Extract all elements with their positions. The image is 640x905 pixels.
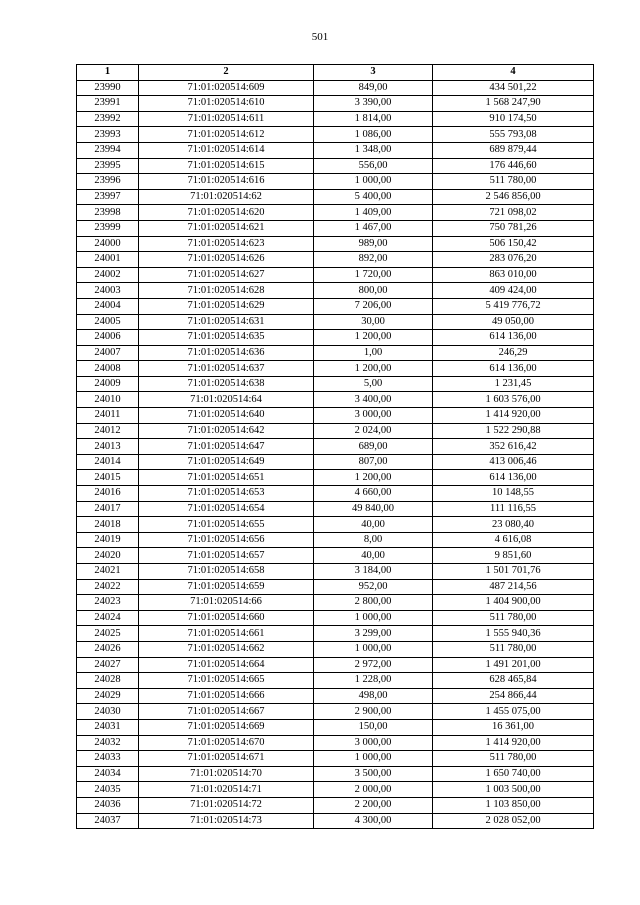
table-row: [77, 501, 594, 517]
table-row: [77, 813, 594, 829]
table-cell: 71:01:020514:651: [139, 470, 314, 486]
table-row: [77, 423, 594, 439]
table-cell: 5,00: [314, 376, 433, 392]
table-row: [77, 220, 594, 236]
table-cell: 71:01:020514:621: [139, 220, 314, 236]
table-row: [77, 205, 594, 221]
table-cell: 3 000,00: [314, 735, 433, 751]
table-row: [77, 189, 594, 205]
table-cell: 71:01:020514:642: [139, 423, 314, 439]
table-row: [77, 704, 594, 720]
table-cell: 614 136,00: [433, 330, 594, 346]
table-cell: 2 800,00: [314, 595, 433, 611]
table-row: [77, 96, 594, 112]
table-cell: 689 879,44: [433, 142, 594, 158]
table-row: [77, 564, 594, 580]
table-cell: 1 231,45: [433, 376, 594, 392]
table-cell: 71:01:020514:64: [139, 392, 314, 408]
column-header: 4: [433, 65, 594, 81]
table-cell: 2 000,00: [314, 782, 433, 798]
table-row: [77, 283, 594, 299]
table-row: [77, 595, 594, 611]
table-cell: 71:01:020514:623: [139, 236, 314, 252]
table-body: [77, 80, 594, 829]
table-cell: 1 467,00: [314, 220, 433, 236]
table-cell: 71:01:020514:653: [139, 486, 314, 502]
table-cell: 150,00: [314, 719, 433, 735]
table-cell: 1 000,00: [314, 174, 433, 190]
table-cell: 7 206,00: [314, 298, 433, 314]
column-header: 1: [77, 65, 139, 81]
table-row: [77, 392, 594, 408]
table-cell: 24024: [77, 610, 139, 626]
table-cell: 3 299,00: [314, 626, 433, 642]
table-cell: 24029: [77, 688, 139, 704]
table-cell: 30,00: [314, 314, 433, 330]
table-cell: 614 136,00: [433, 470, 594, 486]
table-cell: 2 200,00: [314, 797, 433, 813]
table-cell: 71:01:020514:627: [139, 267, 314, 283]
table-row: [77, 158, 594, 174]
table-cell: 807,00: [314, 454, 433, 470]
table-row: [77, 267, 594, 283]
table-cell: 40,00: [314, 548, 433, 564]
table-cell: 1 409,00: [314, 205, 433, 221]
table-cell: 1 650 740,00: [433, 766, 594, 782]
table-cell: 8,00: [314, 532, 433, 548]
table-cell: 71:01:020514:635: [139, 330, 314, 346]
table-row: [77, 174, 594, 190]
table-cell: 511 780,00: [433, 641, 594, 657]
table-cell: 71:01:020514:615: [139, 158, 314, 174]
table-cell: 71:01:020514:62: [139, 189, 314, 205]
table-cell: 23993: [77, 127, 139, 143]
table-cell: 40,00: [314, 517, 433, 533]
table-row: [77, 735, 594, 751]
table-cell: 49 840,00: [314, 501, 433, 517]
table-cell: 1 086,00: [314, 127, 433, 143]
table-cell: 23991: [77, 96, 139, 112]
table-cell: 71:01:020514:660: [139, 610, 314, 626]
table-cell: 434 501,22: [433, 80, 594, 96]
table-cell: 556,00: [314, 158, 433, 174]
table-cell: 24004: [77, 298, 139, 314]
table-row: [77, 486, 594, 502]
table-cell: 71:01:020514:612: [139, 127, 314, 143]
table-row: [77, 626, 594, 642]
table-cell: 1 404 900,00: [433, 595, 594, 611]
table-cell: 352 616,42: [433, 439, 594, 455]
table-cell: 2 028 052,00: [433, 813, 594, 829]
table-cell: 1 200,00: [314, 330, 433, 346]
table-cell: 71:01:020514:616: [139, 174, 314, 190]
table-cell: 750 781,26: [433, 220, 594, 236]
table-cell: 511 780,00: [433, 751, 594, 767]
table-cell: 5 419 776,72: [433, 298, 594, 314]
table-row: [77, 688, 594, 704]
table-cell: 1 228,00: [314, 673, 433, 689]
table-row: [77, 252, 594, 268]
table-cell: 71:01:020514:629: [139, 298, 314, 314]
table-row: [77, 766, 594, 782]
table-cell: 49 050,00: [433, 314, 594, 330]
table-cell: 71:01:020514:609: [139, 80, 314, 96]
table-cell: 614 136,00: [433, 361, 594, 377]
table-cell: 628 465,84: [433, 673, 594, 689]
table-cell: 24026: [77, 641, 139, 657]
table-cell: 487 214,56: [433, 579, 594, 595]
table-cell: 23 080,40: [433, 517, 594, 533]
table-cell: 24012: [77, 423, 139, 439]
table-cell: 24006: [77, 330, 139, 346]
table-cell: 24003: [77, 283, 139, 299]
table-row: [77, 454, 594, 470]
table-cell: 24036: [77, 797, 139, 813]
table-cell: 71:01:020514:666: [139, 688, 314, 704]
table-row: [77, 80, 594, 96]
table-cell: 1 000,00: [314, 610, 433, 626]
table-cell: 71:01:020514:71: [139, 782, 314, 798]
table-row: [77, 641, 594, 657]
table-row: [77, 782, 594, 798]
table-cell: 506 150,42: [433, 236, 594, 252]
table-cell: 71:01:020514:647: [139, 439, 314, 455]
table-cell: 24030: [77, 704, 139, 720]
table-cell: 23994: [77, 142, 139, 158]
table-cell: 71:01:020514:636: [139, 345, 314, 361]
table-row: [77, 408, 594, 424]
table-cell: 24019: [77, 532, 139, 548]
table-cell: 4 616,08: [433, 532, 594, 548]
table-cell: 1,00: [314, 345, 433, 361]
table-cell: 71:01:020514:637: [139, 361, 314, 377]
page-number: 501: [311, 31, 329, 43]
table-cell: 1 455 075,00: [433, 704, 594, 720]
table-cell: 24005: [77, 314, 139, 330]
table-row: [77, 470, 594, 486]
table-cell: 71:01:020514:72: [139, 797, 314, 813]
table-cell: 71:01:020514:628: [139, 283, 314, 299]
table-cell: 1 200,00: [314, 361, 433, 377]
table-cell: 1 000,00: [314, 751, 433, 767]
table-cell: 5 400,00: [314, 189, 433, 205]
table-cell: 863 010,00: [433, 267, 594, 283]
table-cell: 23997: [77, 189, 139, 205]
table-cell: 71:01:020514:662: [139, 641, 314, 657]
table-cell: 24034: [77, 766, 139, 782]
table-row: [77, 548, 594, 564]
table-cell: 71:01:020514:664: [139, 657, 314, 673]
table-cell: 71:01:020514:654: [139, 501, 314, 517]
table-cell: 71:01:020514:667: [139, 704, 314, 720]
table-cell: 24037: [77, 813, 139, 829]
table-cell: 71:01:020514:638: [139, 376, 314, 392]
table-row: [77, 439, 594, 455]
table-cell: 24013: [77, 439, 139, 455]
table-cell: 24023: [77, 595, 139, 611]
table-cell: 71:01:020514:657: [139, 548, 314, 564]
table-cell: 71:01:020514:70: [139, 766, 314, 782]
table-row: [77, 532, 594, 548]
table-cell: 1 000,00: [314, 641, 433, 657]
table-cell: 24011: [77, 408, 139, 424]
table-cell: 2 900,00: [314, 704, 433, 720]
table-cell: 23990: [77, 80, 139, 96]
table-cell: 498,00: [314, 688, 433, 704]
table-cell: 24025: [77, 626, 139, 642]
table-row: [77, 579, 594, 595]
table-cell: 910 174,50: [433, 111, 594, 127]
table-cell: 2 546 856,00: [433, 189, 594, 205]
table-cell: 24008: [77, 361, 139, 377]
table-row: [77, 111, 594, 127]
table-row: [77, 797, 594, 813]
table-cell: 1 348,00: [314, 142, 433, 158]
table-row: [77, 330, 594, 346]
table-cell: 71:01:020514:670: [139, 735, 314, 751]
table-row: [77, 314, 594, 330]
table-cell: 16 361,00: [433, 719, 594, 735]
table-cell: 24007: [77, 345, 139, 361]
table-row: [77, 236, 594, 252]
column-header: 3: [314, 65, 433, 81]
table-row: [77, 127, 594, 143]
table-cell: 24033: [77, 751, 139, 767]
table-cell: 3 184,00: [314, 564, 433, 580]
table-cell: 1 414 920,00: [433, 735, 594, 751]
table-cell: 71:01:020514:669: [139, 719, 314, 735]
table-cell: 71:01:020514:658: [139, 564, 314, 580]
table-cell: 71:01:020514:661: [139, 626, 314, 642]
table-row: [77, 610, 594, 626]
table-cell: 3 500,00: [314, 766, 433, 782]
table-cell: 24015: [77, 470, 139, 486]
table-cell: 721 098,02: [433, 205, 594, 221]
table-cell: 511 780,00: [433, 610, 594, 626]
table-cell: 849,00: [314, 80, 433, 96]
table-cell: 800,00: [314, 283, 433, 299]
table-cell: 254 866,44: [433, 688, 594, 704]
table-cell: 4 660,00: [314, 486, 433, 502]
table-cell: 511 780,00: [433, 174, 594, 190]
table-cell: 24018: [77, 517, 139, 533]
table-cell: 24017: [77, 501, 139, 517]
table-cell: 1 200,00: [314, 470, 433, 486]
table-cell: 952,00: [314, 579, 433, 595]
table-cell: 71:01:020514:611: [139, 111, 314, 127]
table-cell: 413 006,46: [433, 454, 594, 470]
table-cell: 1 491 201,00: [433, 657, 594, 673]
table-cell: 1 603 576,00: [433, 392, 594, 408]
table-cell: 71:01:020514:610: [139, 96, 314, 112]
table-row: [77, 361, 594, 377]
table-cell: 23998: [77, 205, 139, 221]
table-cell: 24027: [77, 657, 139, 673]
table-cell: 23995: [77, 158, 139, 174]
table-cell: 9 851,60: [433, 548, 594, 564]
table-cell: 23999: [77, 220, 139, 236]
table-row: [77, 751, 594, 767]
table-cell: 24032: [77, 735, 139, 751]
table-cell: 1 555 940,36: [433, 626, 594, 642]
table-cell: 892,00: [314, 252, 433, 268]
table-cell: 71:01:020514:655: [139, 517, 314, 533]
table-cell: 71:01:020514:659: [139, 579, 314, 595]
table-cell: 71:01:020514:656: [139, 532, 314, 548]
table-cell: 1 501 701,76: [433, 564, 594, 580]
table-cell: 1 568 247,90: [433, 96, 594, 112]
table-row: [77, 517, 594, 533]
table-cell: 71:01:020514:620: [139, 205, 314, 221]
table-cell: 71:01:020514:626: [139, 252, 314, 268]
table-cell: 24014: [77, 454, 139, 470]
table-cell: 24021: [77, 564, 139, 580]
table-cell: 24022: [77, 579, 139, 595]
table-row: [77, 298, 594, 314]
table-cell: 3 400,00: [314, 392, 433, 408]
table-row: [77, 345, 594, 361]
table-cell: 24020: [77, 548, 139, 564]
table-cell: 23996: [77, 174, 139, 190]
table-cell: 71:01:020514:649: [139, 454, 314, 470]
table-cell: 111 116,55: [433, 501, 594, 517]
table-cell: 1 814,00: [314, 111, 433, 127]
table-cell: 23992: [77, 111, 139, 127]
table-cell: 24000: [77, 236, 139, 252]
table-cell: 409 424,00: [433, 283, 594, 299]
table-cell: 71:01:020514:66: [139, 595, 314, 611]
table-cell: 71:01:020514:671: [139, 751, 314, 767]
table-cell: 3 000,00: [314, 408, 433, 424]
table-row: [77, 376, 594, 392]
table-cell: 2 024,00: [314, 423, 433, 439]
data-table: [76, 64, 594, 829]
table-cell: 71:01:020514:73: [139, 813, 314, 829]
table-cell: 24035: [77, 782, 139, 798]
table-cell: 71:01:020514:665: [139, 673, 314, 689]
table-cell: 24010: [77, 392, 139, 408]
table-cell: 71:01:020514:614: [139, 142, 314, 158]
table-cell: 1 103 850,00: [433, 797, 594, 813]
table-cell: 1 522 290,88: [433, 423, 594, 439]
table-cell: 24028: [77, 673, 139, 689]
table-cell: 24001: [77, 252, 139, 268]
table-row: [77, 719, 594, 735]
table-cell: 283 076,20: [433, 252, 594, 268]
table-cell: 246,29: [433, 345, 594, 361]
table-cell: 2 972,00: [314, 657, 433, 673]
table-row: [77, 142, 594, 158]
table-cell: 1 003 500,00: [433, 782, 594, 798]
table-cell: 4 300,00: [314, 813, 433, 829]
table-cell: 24009: [77, 376, 139, 392]
table-cell: 989,00: [314, 236, 433, 252]
table-cell: 71:01:020514:640: [139, 408, 314, 424]
table-cell: 71:01:020514:631: [139, 314, 314, 330]
table-row: [77, 673, 594, 689]
table-cell: 24016: [77, 486, 139, 502]
table-cell: 24031: [77, 719, 139, 735]
table-cell: 24002: [77, 267, 139, 283]
table-cell: 10 148,55: [433, 486, 594, 502]
table-cell: 555 793,08: [433, 127, 594, 143]
header-row: [77, 65, 594, 81]
table-cell: 1 720,00: [314, 267, 433, 283]
table-cell: 1 414 920,00: [433, 408, 594, 424]
table-cell: 3 390,00: [314, 96, 433, 112]
table-cell: 176 446,60: [433, 158, 594, 174]
column-header: 2: [139, 65, 314, 81]
table-cell: 689,00: [314, 439, 433, 455]
table-row: [77, 657, 594, 673]
